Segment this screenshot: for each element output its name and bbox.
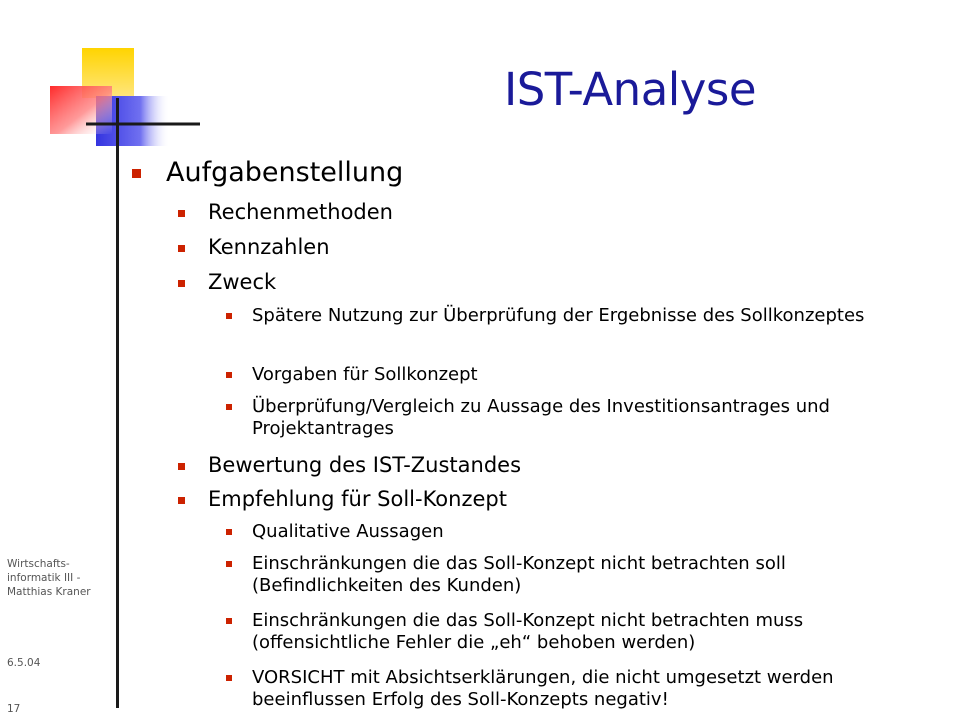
bullet-zweck	[208, 270, 276, 295]
slide-number: 17	[7, 703, 21, 715]
bullet-marker	[178, 497, 185, 504]
bullet-marker	[178, 463, 185, 470]
bullet-marker	[226, 404, 232, 410]
bullet-text: Vorgaben für Sollkonzept	[252, 364, 478, 385]
red-square	[50, 86, 112, 134]
bullet-text: Empfehlung für Soll-Konzept	[208, 487, 507, 511]
bullet-marker	[132, 169, 141, 178]
bullet-marker	[226, 561, 232, 567]
decorative-squares	[0, 0, 200, 160]
bullet-bewertung	[208, 453, 521, 478]
bullet-empfehlung-1	[252, 521, 942, 543]
bullet-text: Qualitative Aussagen	[252, 521, 444, 542]
bullet-empfehlung-4	[252, 667, 942, 711]
bullet-zweck-1	[252, 305, 942, 327]
bullet-empfehlung-2	[252, 553, 942, 597]
bullet-text: Einschränkungen die das Soll-Konzept nicht betrachten muss (offensichtliche Fehler die „eh“ behoben werden)	[252, 610, 804, 653]
bullet-marker	[178, 210, 185, 217]
footer-date: 6.5.04	[7, 657, 41, 669]
bullet-text: Kennzahlen	[208, 235, 330, 259]
bullet-text: Rechenmethoden	[208, 200, 393, 224]
bullet-text: Aufgabenstellung	[166, 157, 404, 188]
vertical-rule	[116, 98, 119, 708]
bullet-text: Bewertung des IST-Zustandes	[208, 453, 522, 477]
bullet-kennzahlen	[208, 235, 330, 260]
bullet-text: Zweck	[208, 270, 277, 294]
bullet-marker	[178, 280, 185, 287]
bullet-text: Spätere Nutzung zur Überprüfung der Ergebnisse des Sollkonzeptes	[252, 305, 865, 326]
bullet-marker	[226, 372, 232, 378]
bullet-text: Überprüfung/Vergleich zu Aussage des Investitionsantrages und Projektantrages	[252, 396, 830, 439]
bullet-marker	[226, 675, 232, 681]
bullet-rechenmethoden	[208, 200, 393, 225]
bullet-zweck-2	[252, 364, 942, 386]
bullet-text: Einschränkungen die das Soll-Konzept nicht betrachten soll (Befindlichkeiten des Kunden)	[252, 553, 786, 596]
bullet-text: VORSICHT mit Absichtserklärungen, die nicht umgesetzt werden beeinflussen Erfolg des Soll-Konzepts negativ!	[252, 667, 834, 710]
bullet-marker	[226, 313, 232, 319]
bullet-marker	[226, 529, 232, 535]
bullet-zweck-3	[252, 396, 942, 440]
bullet-marker	[226, 618, 232, 624]
bullet-empfehlung-3	[252, 610, 942, 654]
bullet-marker	[178, 245, 185, 252]
slide-title: IST-Analyse	[503, 63, 757, 116]
bullet-aufgabenstellung	[166, 157, 403, 189]
footer-course: Wirtschafts-informatik III - Matthias Kraner	[7, 558, 91, 598]
bullet-empfehlung	[208, 487, 507, 512]
